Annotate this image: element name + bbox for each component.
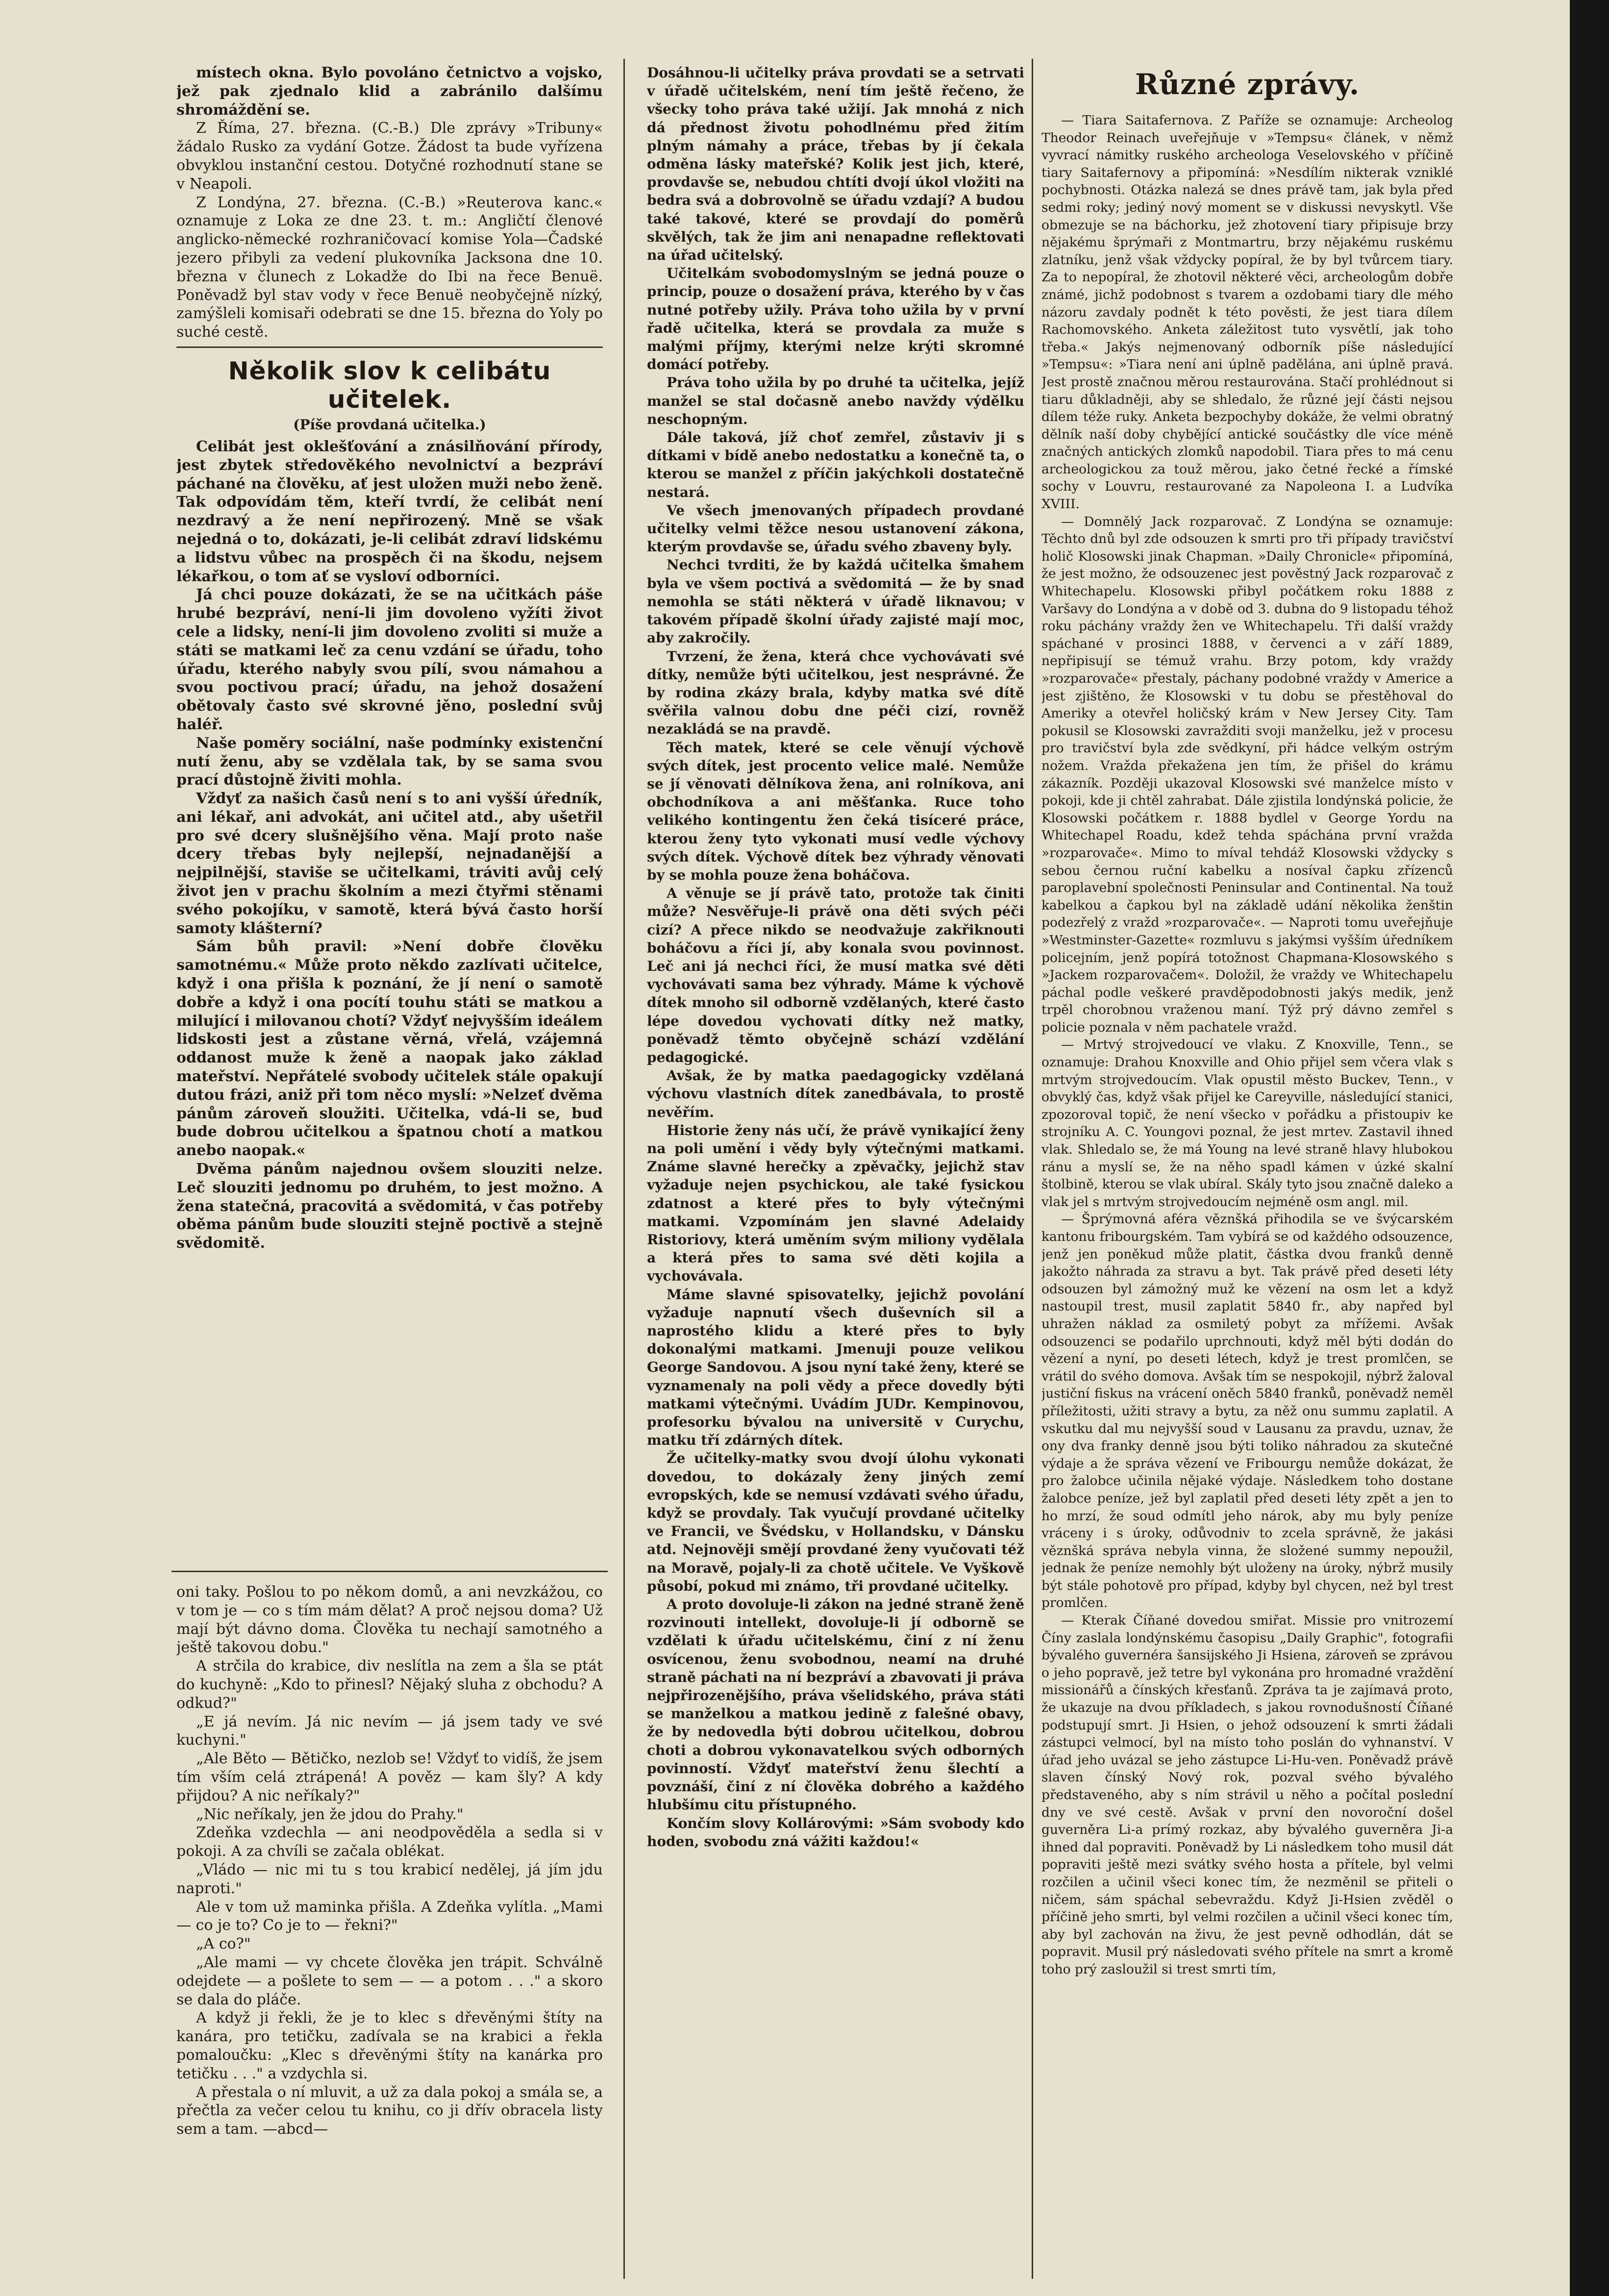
article-paragraph: Těch matek, které se cele věnují výchově svých dítek, jest procento velice malé. Nemůže se jí věnovati dělníkova žena, ani rolníkova, ani obchodníkova a ani měšťanka. Ruce toho velikého kontingentu žen čeká tisíceré práce, kterou ženy tyto vykonati musí vedle výchovy svých dítek. Výchově dítek bez výhrady věnovati by se mohla pouze žena boháčova. (647, 739, 1024, 883)
news-paragraph: Z Londýna, 27. března. (C.-B.) »Reuterova kanc.« oznamuje z Loka ze dne 23. t. m.: Angličtí členové anglicko-německé rozhraničovací komise Yola—Čadské jezero přibyli za vedení plukovníka Jacksona dne 10. března v člunech z Lokadže do Ibi na řece Benuë. Poněvadž byl stav vody v řece Benuë neobyčejně nízký, zamýšleli komisaři odebrati se dne 15. března do Yoly po suché cestě. (176, 194, 603, 341)
news-item: — Kterak Číňané dovedou smiřat. Missie pro vnitrozemí Číny zaslala londýnskému časopisu „Daily Graphic", fotografii bývalého guvernéra šansijského Ji Hsiena, zároveň se zprávou o jeho popravě, jež tetre byl vykonána pro hromadné vraždění missionářů a čínských křesťanů. Zpráva ta je zajímavá proto, že ukazuje na dvou příkladech, s jakou rovnodušností Číňané podstupují smrt. Ji Hsien, o jehož odsouzení k smrti žádali zástupci velmocí, byl na místo toho poslán do vyhnanství. V úřad jeho uvázal se jeho zástupce Li-Hu-ven. Poněvadž právě slaven čínský Nový rok, pozval svého bývalého představeného, aby s ním strávil u něho a počítal poslední dny ve své cestě. Avšak v první den novoroční došel guverněra Li-a prímý rozkaz, aby bývalého guverněra Ji-a ihned dal popraviti. Poněvadž by Li následkem toho musil dát popraviti ještě mezi svátky svého hosta a přítele, byl velmi rozčilen a učinil všeci konec tím, že nezměnil se přiteli o ničem, sám spáchal sebevraždu. Když Ji-Hsien zvěděl o příčině jeho smrti, byl velmi rozčilen a učinil všeci konec tím, aby byl zachován na živu, že jest pevně odhodlán, dát se popravit. Musil prý následovati svého přítele na smrt a kromě toho prý zasloužil si trest smrti tím, (1041, 1613, 1453, 1977)
column-1 (176, 64, 603, 1253)
article-paragraph: Máme slavné spisovatelky, jejichž povolání vyžaduje napnutí všech duševních sil a naprostého klidu a které přes to byly dokonalými matkami. Jmenuji pouze velikou George Sandovou. A jsou nyní také ženy, které se vyznamenaly na poli vědy a přece dovedly býti matkami výtečnými. Uvádím JUDr. Kempinovou, profesorku bývalou na universitě v Curychu, matku tří zdárných dítek. (647, 1286, 1024, 1449)
column-rule (1032, 59, 1033, 2279)
news-item: — Tiara Saitafernova. Z Paříže se oznamuje: Archeolog Theodor Reinach uveřejňuje v »Tempsu« článek, v němž vyvrací námitky ruského archeologa Veselovského v příčině tiary Saitafernovy a připomíná: »Nesdílím nikterak vzniklé pochybnosti. Otázka nalezá se dnes právě tam, jak byla před sedmi roky; jediný nový moment se v diskussi nevyskytl. Vše obmezuje se na báchorku, jež zhotovení tiary připisuje brzy nějakému šprýmaři z Montmartru, brzy nějakému ruskému zlatníku, jenž však vždycky popíral, že by byl tvůrcem tiary. Za to nepopíral, že zhotovil některé věci, archeologům dobře známé, jichž podobnost s tvarem a ozdobami tiary dle mého názoru zavdaly podnět k této pověsti, že jest tiara dílem Rachomovského. Anketa záležitost tuto vysvětlí, jak toho třeba.« Jakýs nejmenovaný odborník píše následující »Tempsu«: »Tiara není ani úplně padělána, ani úplně pravá. Jest prostě značnou měrou restaurována. Stačí prohlédnout si tiaru důkladněji, aby se shledalo, že různé její části nejsou dílem téže ruky. Anketa bezpochyby dokáže, že velmi obratný dělník naší doby chybějící antické součástky dle více méně značných antických zlomků napodobil. Tiara přes to má cenu archeologickou za touž měrou, jako četné řecké a římské sochy v Louvru, restaurované za Napoleona I. a Ludvíka XVIII. (1041, 113, 1453, 512)
article-paragraph: Nechci tvrditi, že by každá učitelka šmahem byla ve všem poctivá a svědomitá — že by snad nemohla se státi některá v úřadě liknavou; v takovém případě školní úřady zajisté mají moc, aby zakročily. (647, 557, 1024, 646)
article-paragraph: Historie ženy nás učí, že právě vynikající ženy na poli umění i vědy byly výtečnými matkami. Známe slavné herečky a zpěvačky, jejichž stav vyžaduje nejen psychickou, ale také fysickou zdatnost a které přes to byly výtečnými matkami. Vzpomínám jen slavné Adelaidy Ristoriovy, která uměním svým miliony vydělala a která přes to sama své děti kojila a vychovávala. (647, 1122, 1024, 1284)
article-paragraph: Učitelkám svobodomyslným se jedná pouze o princip, pouze o dosažení práva, kterého by v čas nutné potřeby užily. Práva toho užila by v první řadě učitelka, která se provdala za muže s malými příjmy, kterými nelze krýti skromné domácí potřeby. (647, 265, 1024, 373)
article-paragraph: Dále taková, jíž choť zemřel, zůstaviv ji s dítkami v bídě anebo nedostatku a konečně ta, o kterou se manžel z příčin jakýchkoli dostatečně nestará. (647, 429, 1024, 500)
story-divider (172, 1571, 608, 1572)
article-subtitle: (Píše provdaná učitelka.) (293, 416, 486, 433)
section-title: Různé zprávy. (1135, 68, 1360, 101)
article-paragraph: Avšak, že by matka paedagogicky vzdělaná výchovu vlastních dítek zanedbávala, to prostě nevěřím. (647, 1067, 1024, 1120)
article-paragraph: Dvěma pánům najednou ovšem slouziti nelze. Leč slouziti jednomu po druhém, to jest možno. A žena statečná, pracovitá a svědomitá, v čas potřeby oběma pánům bude slouziti stejně poctivě a stejně svědomitě. (176, 1160, 603, 1252)
news-items (1041, 112, 1453, 1978)
story-paragraph: A přestala o ní mluvit, a už za dala pokoj a smála se, a přečtla za večer celou tu knihu, co ji dřív obracela listy sem a tam. —abcd— (176, 2083, 603, 2138)
story-paragraph: Zdeňka vzdechla — ani neodpověděla a sedla si v pokoji. A za chvíli se začala oblékat. (176, 1824, 603, 1860)
news-item: — Šprýmovná aféra věznšká přihodila se ve švýcarském kantonu fribourgském. Tam vybírá se od každého odsouzence, jenž jen poněkud může platit, částka dvou franků denně jakožto náhrada za stravu a byt. Tak právě před deseti léty odsouzen byl zámožný muž ke vězení na osm let a když nastoupil trest, musil zaplatit 5840 fr., aby napřed byl uhražen náklad za osmiletý pobyt za mřížemi. Avšak odsouzenci se podařilo uprchnouti, když měl býti dodán do vězení a nyní, po deseti létech, když je trest promlčen, se vrátil do svého domova. Avšak tím se nespokojil, nýbrž žaloval justiční fiskus na vrácení oněch 5840 franků, poněvadž neměl příležitosti, užiti stravy a bytu, za něž onu summu zaplatil. A vskutku dal mu nejvyšší soud v Lausanu za pravdu, uznav, že ony dva franky denně jsou býti toliko náhradou za skutečné výdaje a že správa vězení ve Fribourgu nemůže dokázat, že pro žalobce učinila nějaké výdaje. Následkem toho dostane žalobce peníze, jež byl zaplatil před deseti léty zpět a jen to ho mrzí, že soud odmítl jeho nárok, aby mu byly peníze vráceny i s úroky, odůvodniv to zcela správně, že jakási věznšká správa nebyla vinna, že složené summy nepoužil, jednak že peníze nemohly být uloženy na úroky, nýbrž musily být stále pohotově pro případ, kdyby byl chycen, než byl trest promlčen. (1041, 1211, 1453, 1611)
article-paragraph: Ve všech jmenovaných případech provdané učitelky velmi těžce nesou ustanovení zákona, kterým provdavše se, úřadu svého zbaveny byly. (647, 502, 1024, 555)
story-paragraph: „E já nevím. Já nic nevím — já jsem tady ve své kuchyni." (176, 1713, 603, 1749)
column-1-story (176, 1583, 603, 2139)
news-item: — Mrtvý strojvedoucí ve vlaku. Z Knoxville, Tenn., se oznamuje: Drahou Knoxville and Ohio přijel sem včera vlak s mrtvým strojvedoucím. Vlak opustil město Buckev, Tenn., v obvyklý čas, když však přijel ke Careyville, následující stanici, zpozoroval topič, že není všecko v pořádku a přistoupiv ke strojníku A. C. Youngovi poznal, že jest mrtev. Zastavil ihned vlak. Shledalo se, že má Young na levé straně hlavy hlubokou ránu a myslí se, že na něho spadl kámen v úzké skalní štolbině, kterou se vlak ubíral. Skály tyto jsou značně daleko a vlak jel s mrtvým strojvedoucím nejméně osm angl. mil. (1041, 1037, 1453, 1210)
story-paragraph: oni taky. Pošlou to po někom domů, a ani nevzkážou, co v tom je — co s tím mám dělat? A proč nejsou doma? Už mají být dávno doma. Člověka tu nechají samotného a ještě takovou dobu." (176, 1583, 603, 1656)
story-paragraph: „Ale Běto — Bětičko, nezlob se! Vždyť to vidíš, že jsem tím vším celá ztrápená! A pověz — kam šly? A kdy přijdou? A nic neříkaly?" (176, 1750, 603, 1804)
article-body (176, 438, 603, 1253)
story-paragraph: „Ale mami — vy chcete člověka jen trápit. Schválně odejdete — a pošlete to sem — — a potom . . ." a skoro se dala do pláče. (176, 1953, 603, 2008)
short-news-section (176, 64, 603, 342)
story-paragraph: „A co?" (196, 1935, 251, 1953)
article-paragraph: Celibát jest oklešťování a znásilňování přírody, jest zbytek středověkého nevolnictví a bezpráví páchané na člověku, ať jest uložen muži nebo ženě. Tak odpovídám těm, kteří tvrdí, že celibát není nezdravý a že není nepřirozený. Mně se však nejedná o to, dokázati, je-li celibát zdraví lidskému a lidstvu vůbec na prospěch či na škodu, nejsem lékařkou, o tom ať se vysloví odborníci. (176, 438, 603, 585)
article-paragraph: A věnuje se jí právě tato, protože tak činiti může? Nesvěřuje-li právě ona děti svých péči cizí? A přece nikdo se neodvažuje zakřiknouti boháčovu a říci jí, aby konala svou povinnost. Leč ani já nechci říci, že musí matka své děti vychovávati sama bez výhrady. Máme k výchově dítek mnoho sil odborně vzdělaných, které často lépe dovedou vychovati dítky než matky, poněvadž těmto obyčejně schází vzdělání pedagogické. (647, 885, 1024, 1065)
column-2 (647, 64, 1024, 1851)
story-paragraph: A strčila do krabice, div neslítla na zem a šla se ptát do kuchyně: „Kdo to přinesl? Nějaký sluha z obchodu? A odkud?" (176, 1657, 603, 1712)
page-edge (1570, 0, 1609, 2296)
article-paragraph: Já chci pouze dokázati, že se na učitkách páše hrubé bezpráví, není-li jim dovoleno vyžíti život cele a lidsky, není-li jim dovoleno zvoliti si muže a státi se matkami leč za cenu vzdání se úřadu, toho úřadu, kterého nabyly svou pílí, svou námahou a svou poctivou prací; úřadu, na jehož dosažení obětovaly často své skrovné jěno, poslední svůj haléř. (176, 586, 603, 733)
news-paragraph: Z Říma, 27. března. (C.-B.) Dle zprávy »Tribuny« žádalo Rusko za vydání Gotze. Žádost ta bude vyřízena obvyklou instanční cestou. Dotyčné rozhodnutí stane se v Neapoli. (176, 120, 603, 193)
news-item: — Domnělý Jack rozparovač. Z Londýna se oznamuje: Těchto dnů byl zde odsouzen k smrti pro tři případy travičství holič Klosowski jinak Chapman. »Daily Chronicle« připomíná, že jest možno, že odsouzenec jest pověstný Jack rozparovač z Whitechapelu. Klosowski přibyl počátkem roku 1888 z Varšavy do Londýna a v době od 3. dubna do 9 listopadu téhož roku páchány vraždy žen ve Whitechapelu. Tři další vraždy spáchané v prosinci 1888, v červenci a v září 1889, nepřipisují se témuž vrahu. Brzy potom, kdy vraždy »rozparovače« přestaly, páchany podobné vraždy v Americe a jest zjištěno, že Klosowski v tu dobu se přestěhoval do Ameriky a otevřel holičský krám v New Jersey City. Tam pokusil se Klosowski zavražditi svoji manželku, jež v procesu pro travičství byla zde svědkyní, při hádce velkým ostrým nožem. Vražda překažena jen tím, že přišel do krámu zákazník. Později ukazoval Klosowski své manželce místo v pokoji, kde ji chtěl zahrabat. Dále zjistila londýnská policie, že Klosowski počátkem r. 1888 bydlel v George Yordu na Whitechapel Roadu, kdež tehda spáchána první vražda »rozparovače«. Mimo to míval tehdáž Klosowski vždycky s sebou černou ruční kabelku a nosíval čapku zřízenců paroplavební společnosti Peninsular and Continental. Na touž kabelkou a čapkou byl na základě udání několika ženštin podezřelý z vražd »rozparovače«. — Naproti tomu uveřejňuje »Westminster-Gazette« rozmluvu s jakýmsi vyšším úředníkem policejním, jenž popírá totožnost Chapmana-Klosowského s »Jackem rozparovačem«. Doložil, že vraždy ve Whitechapelu páchal podle veškeré pravděpodobnosti jakýs medik, jenž trpěl chorobnou vraženou maní. Týž prý dávno zemřel s policie poznala v něm pachatele vražd. (1041, 514, 1453, 1035)
article-paragraph: Sám bůh pravil: »Není dobře člověku samotnému.« Může proto někdo zazlívati učitelce, když i ona přišla k poznání, že jí není o samotě dobře a když i ona pocítí touhu státi se matkou a milující i milovanou chotí? Vždyť nejvyšším ideálem lidskosti jest a zůstane věrná, vřelá, vzájemná oddanost muže k ženě a naopak jako základ mateřství. Nepřátelé svobody učitelek stále opakují dutou frázi, aniž při tom něco myslí: »Nelzeť dvěma pánům zároveň sloužiti. Učitelka, vdá-li se, buď bude dobrou učitelkou a špatnou chotí a matkou anebo naopak.« (176, 938, 603, 1160)
article-paragraph: Tvrzení, že žena, která chce vychovávati své dítky, nemůže býti učitelkou, jest nesprávné. Že by rodina zkázy brala, kdyby matka své dítě svěřila valnou dobu dne péči cizí, rovněž nezakládá se na pravdě. (647, 648, 1024, 738)
article-paragraph: Že učitelky-matky svou dvojí úlohu vykonati dovedou, to dokázaly ženy jiných zemí evropských, kde se nemusí vzdávati svého úřadu, když se provdaly. Tak vyučují provdané učitelky ve Francii, ve Švédsku, v Hollandsku, v Dánsku atd. Nejnověji smějí provdané ženy vyučovati též na Moravě, pojaly-li za chotě učitele. Ve Vyškově působí, pokud mi známo, tři provdané učitelky. (647, 1450, 1024, 1594)
news-paragraph: místech okna. Bylo povoláno četnictvo a vojsko, jež pak zjednalo klid a zabránilo dalšímu shromáždění se. (176, 64, 603, 119)
article-paragraph: Končím slovy Kollárovými: »Sám svobody kdo hoden, svobodu zná vážiti každou!« (647, 1815, 1024, 1850)
column-rule (623, 59, 625, 2279)
article-paragraph: Naše poměry sociální, naše podmínky existenční nutí ženu, aby se vzdělala tak, by se sama svou prací důstojně živiti mohla. (176, 734, 603, 789)
article-paragraph: Dosáhnou-li učitelky práva provdati se a setrvati v úřadě učitelském, není tím ještě řečeno, že všecky toho práva také užijí. Jak mnohá z nich dá přednost životu pohodlnému před žitím plným námahy a práce, třebas by jí čekala odměna lásky mateřské? Kolik jest jich, které, provdavše se, nebudou chtíti dvojí úkol vložiti na bedra svá a dobrovolně se úřadu vzdají? A budou také takové, které se provdají do poměrů skvělých, tak že jim ani nenapadne reflektovati na úřad učitelský. (647, 65, 1024, 264)
column-3 (1041, 64, 1453, 1978)
section-divider (176, 346, 603, 348)
story-body (176, 1583, 603, 2139)
article-paragraph: Práva toho užila by po druhé ta učitelka, jejíž manžel se stal dočasně anebo navždy výdělku neschopným. (647, 374, 1024, 427)
story-paragraph: A když ji řekli, že je to klec s dřevěnými štíty na kanára, pro tetičku, zadívala se na krabici a řekla pomaloučku: „Klec s dřevěnými štíty na kanárka pro tetičku . . ." a vzdychla si. (176, 2009, 603, 2082)
story-paragraph: „Nic neříkaly, jen že jdou do Prahy." (196, 1805, 464, 1823)
article-continuation (647, 64, 1024, 1851)
article-title: Několik slov k celibátu učitelek. (228, 356, 551, 414)
article-paragraph: Vždyť za našich časů není s to ani vyšší úředník, ani lékař, ani advokát, ani učitel atd., aby ušetřil pro své dcery slušnějšího věna. Mají proto naše dcery třebas byly nejlepší, nejnadanější a nejpilnější, staviše se učitelkami, tráviti avůj celý život jen v prachu školním a mezi čtyřmi stěnami svého pokojíku, v samotě, která bývá často horší samoty klášterní? (176, 790, 603, 937)
story-paragraph: Ale v tom už maminka přišla. A Zdeňka vylítla. „Mami — co je to? Co je to — řekni?" (176, 1898, 603, 1934)
story-paragraph: „Vládo — nic mi tu s tou krabicí nedělej, já jím jdu naproti." (176, 1861, 603, 1897)
article-paragraph: A proto dovoluje-li zákon na jedné straně ženě rozvinouti intellekt, dovoluje-li jí odborně se vzdělati k úřadu učitelskému, činí z ní ženu osvícenou, ženu svobodnou, neamí na druhé straně páchati na ní bezpráví a zbavovati ji práva nejpřirozenějšího, práva všelidského, práva státi se manželkou a matkou jedině z falešné obavy, že by nedovedla býti dobrou učitelkou, dobrou choti a dobrou vykonavatelkou svých odborných povinností. Vždyť mateřství ženu šlechtí a povznáší, činí z ní člověka dobrého a každého hlubšímu citu přístupného. (647, 1596, 1024, 1813)
